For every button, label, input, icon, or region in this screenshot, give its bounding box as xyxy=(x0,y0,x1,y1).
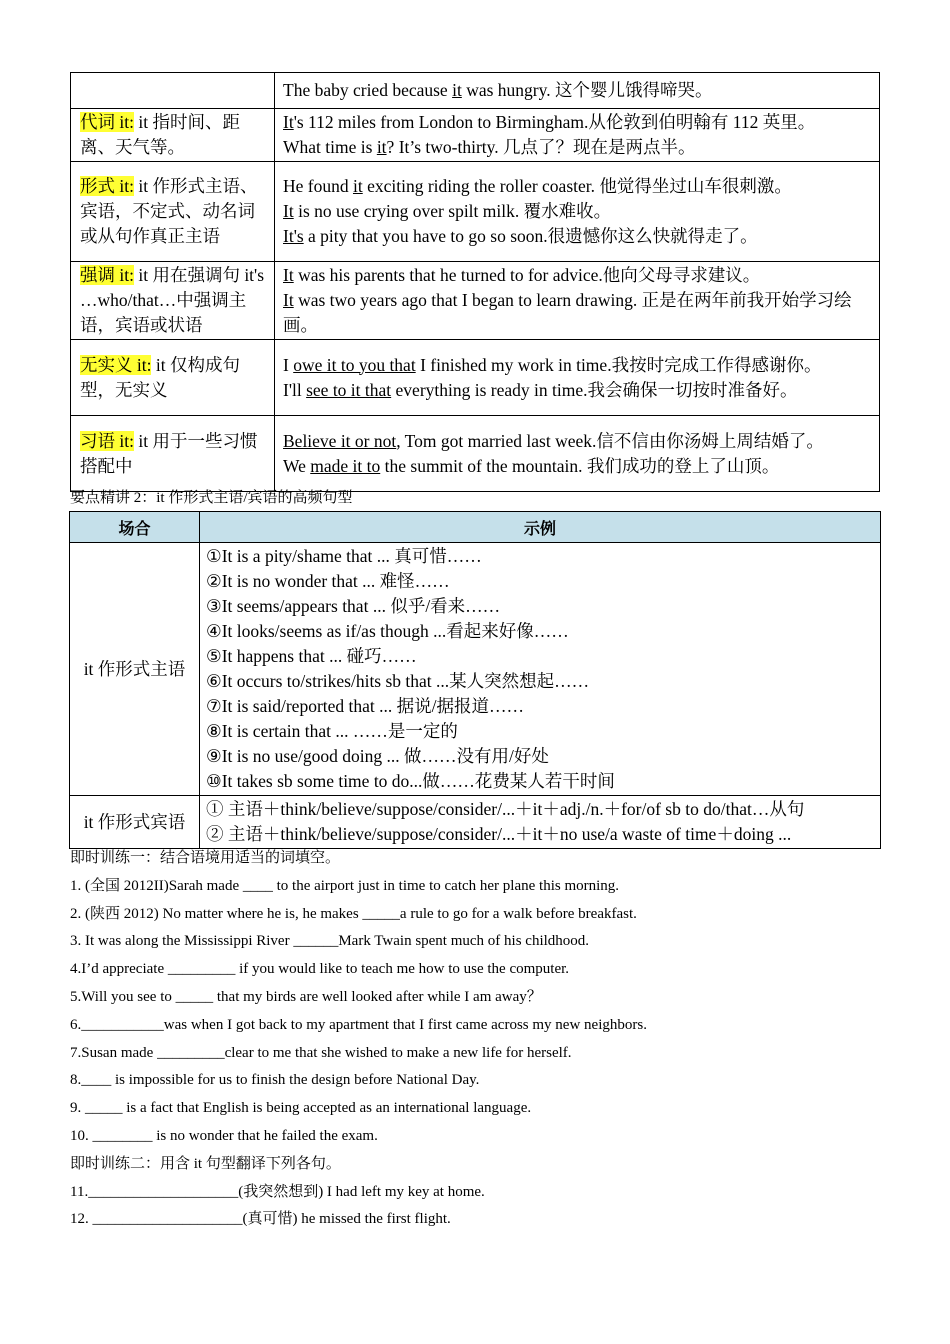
pattern-line: ② 主语＋think/believe/suppose/consider/...＋it＋no use/a waste of time＋doing ... xyxy=(206,824,792,844)
example-underlined: Believe it or not xyxy=(283,430,397,451)
context-cell: it 作形式宾语 xyxy=(70,796,200,849)
example-cell xyxy=(275,73,880,109)
example-sentence xyxy=(283,224,873,249)
example-underlined: made it to xyxy=(310,455,381,476)
example-text: was hungry. 这个婴儿饿得啼哭。 xyxy=(461,80,713,100)
usage-description: it 仅构成句型，无实义 xyxy=(80,354,240,400)
usage-type-highlight: 形式 it: xyxy=(80,176,134,196)
example-text: exciting riding the roller coaster. 他觉得坐过山车很刺激。 xyxy=(362,176,792,196)
example-sentence xyxy=(283,78,873,103)
example-sentence xyxy=(283,378,873,403)
exercise-item: 6.___________was when I got back to my apartment that I first came across my new neighbors. xyxy=(70,1016,647,1033)
usage-description: it 指时间、距离、天气等。 xyxy=(80,112,240,157)
example-text: I'll xyxy=(283,379,307,400)
example-cell xyxy=(275,340,880,416)
example-text: is no use crying over spilt milk. 覆水难收。 xyxy=(293,201,612,221)
pattern-line: ⑥It occurs to/strikes/hits sb that ...某人突然想起…… xyxy=(206,671,590,691)
pattern-line: ①It is a pity/shame that ... 真可惜…… xyxy=(206,546,482,566)
table-row xyxy=(71,73,880,109)
example-text: the summit of the mountain. 我们成功的登上了山顶。 xyxy=(380,455,780,476)
table-row xyxy=(71,262,880,340)
example-text: was two years ago that I began to learn drawing. 正是在两年前我开始学习绘画。 xyxy=(283,290,852,335)
exercise-heading: 即时训练二：用含 it 句型翻译下列各句。 xyxy=(70,1155,341,1172)
exercise-list xyxy=(70,845,900,1234)
it-usage-table xyxy=(70,72,880,492)
example-text: He found xyxy=(283,176,353,196)
pattern-cell xyxy=(200,796,881,849)
usage-description: it 作形式主语、宾语，不定式、动名词或从句作真正主语 xyxy=(80,176,258,246)
example-sentence xyxy=(283,353,873,378)
pattern-cell xyxy=(200,543,881,796)
usage-type-highlight: 习语 it: xyxy=(80,430,134,451)
example-underlined: see to it that xyxy=(306,379,392,400)
example-text: The baby cried because xyxy=(283,80,453,100)
example-text: a pity that you have to go so soon.很遗憾你这么快就得走了。 xyxy=(303,226,758,246)
section-title: 要点精讲 2：it 作形式主语/宾语的高频句型 xyxy=(70,490,353,506)
exercise-item: 9. _____ is a fact that English is being accepted as an international language. xyxy=(70,1100,532,1117)
example-text: 's 112 miles from London to Birmingham.从伦敦到伯明翰有 112 英里。 xyxy=(293,112,816,132)
example-sentence xyxy=(283,263,873,288)
example-text: was his parents that he turned to for advice.他向父母寻求建议。 xyxy=(293,265,761,285)
column-header: 场合 xyxy=(70,512,200,543)
example-cell xyxy=(275,416,880,492)
usage-label-cell xyxy=(71,416,275,492)
example-text: We xyxy=(283,455,311,476)
pattern-line: ②It is no wonder that ... 难怪…… xyxy=(206,571,450,591)
example-text: ? It’s two-thirty. 几点了？现在是两点半。 xyxy=(386,137,696,157)
table-header-row xyxy=(70,512,881,543)
usage-description: it 用在强调句 it's …who/that…中强调主语，宾语或状语 xyxy=(80,265,265,335)
usage-label-cell xyxy=(71,162,275,262)
example-sentence xyxy=(283,135,873,160)
example-underlined: It xyxy=(283,112,294,132)
exercise-item: 4.I’d appreciate _________ if you would like to teach me how to use the computer. xyxy=(70,961,570,978)
table-row xyxy=(71,109,880,162)
exercise-item: 8.____ is impossible for us to finish the design before National Day. xyxy=(70,1072,480,1089)
example-cell xyxy=(275,162,880,262)
exercise-item: 10. ________ is no wonder that he failed the exam. xyxy=(70,1127,378,1144)
example-sentence xyxy=(283,288,873,338)
pattern-line: ⑩It takes sb some time to do...做……花费某人若干时间 xyxy=(206,771,615,791)
example-underlined: owe it to you that xyxy=(293,354,416,375)
exercise-item: 1. (全国 2012II)Sarah made ____ to the airport just in time to catch her plane this morning. xyxy=(70,877,620,894)
usage-label-cell xyxy=(71,340,275,416)
example-sentence xyxy=(283,454,873,479)
sentence-pattern-table xyxy=(69,511,881,849)
table-row xyxy=(71,416,880,492)
example-text: everything is ready in time.我会确保一切按时准备好。 xyxy=(391,379,798,400)
example-underlined: It's xyxy=(283,226,304,246)
exercise-item: 12. ____________________(真可惜) he missed the first flight. xyxy=(70,1211,451,1228)
example-sentence xyxy=(283,429,873,454)
example-underlined: it xyxy=(376,137,387,157)
example-sentence xyxy=(283,110,873,135)
usage-description: it 用于一些习惯搭配中 xyxy=(80,430,258,476)
column-header: 示例 xyxy=(200,512,881,543)
pattern-line: ④It looks/seems as if/as though ...看起来好像…… xyxy=(206,621,569,641)
usage-label-cell xyxy=(71,262,275,340)
table-row xyxy=(70,796,881,849)
table-row xyxy=(70,543,881,796)
example-text: I finished my work in time.我按时完成工作得感谢你。 xyxy=(415,354,822,375)
pattern-line: ③It seems/appears that ... 似乎/看来…… xyxy=(206,596,501,616)
pattern-line: ① 主语＋think/believe/suppose/consider/...＋it＋adj./n.＋for/of sb to do/that…从句 xyxy=(206,799,805,819)
exercise-heading: 即时训练一：结合语境用适当的词填空。 xyxy=(70,850,341,866)
usage-type-highlight: 代词 it: xyxy=(80,112,134,132)
usage-type-highlight: 无实义 it: xyxy=(80,354,152,375)
example-underlined: It xyxy=(283,265,294,285)
exercise-item: 11.____________________(我突然想到) I had left my key at home. xyxy=(70,1183,485,1200)
usage-label-cell xyxy=(71,73,275,109)
exercise-item: 3. It was along the Mississippi River ______Mark Twain spent much of his childhood. xyxy=(70,933,590,950)
example-text: , Tom got married last week.信不信由你汤姆上周结婚了。 xyxy=(396,430,824,451)
example-underlined: It xyxy=(283,201,294,221)
example-underlined: it xyxy=(352,176,363,196)
example-text: What time is xyxy=(283,137,377,157)
pattern-line: ⑨It is no use/good doing ... 做……没有用/好处 xyxy=(206,746,549,766)
exercise-item: 7.Susan made _________clear to me that she wished to make a new life for herself. xyxy=(70,1044,572,1061)
example-text: I xyxy=(283,354,294,375)
pattern-line: ⑦It is said/reported that ... 据说/据报道…… xyxy=(206,696,525,716)
exercise-item: 5.Will you see to _____ that my birds are well looked after while I am away？ xyxy=(70,988,542,1005)
table-row xyxy=(71,162,880,262)
usage-type-highlight: 强调 it: xyxy=(80,265,134,285)
exercise-item: 2. (陕西 2012) No matter where he is, he makes _____a rule to go for a walk before breakfast. xyxy=(70,905,637,922)
usage-label-cell xyxy=(71,109,275,162)
pattern-line: ⑤It happens that ... 碰巧…… xyxy=(206,646,417,666)
example-cell xyxy=(275,109,880,162)
context-cell: it 作形式主语 xyxy=(70,543,200,796)
table-row xyxy=(71,340,880,416)
example-sentence xyxy=(283,199,873,224)
example-cell xyxy=(275,262,880,340)
example-underlined: It xyxy=(283,290,294,310)
pattern-line: ⑧It is certain that ... ……是一定的 xyxy=(206,721,458,741)
example-sentence xyxy=(283,174,873,199)
example-underlined: it xyxy=(452,80,462,100)
